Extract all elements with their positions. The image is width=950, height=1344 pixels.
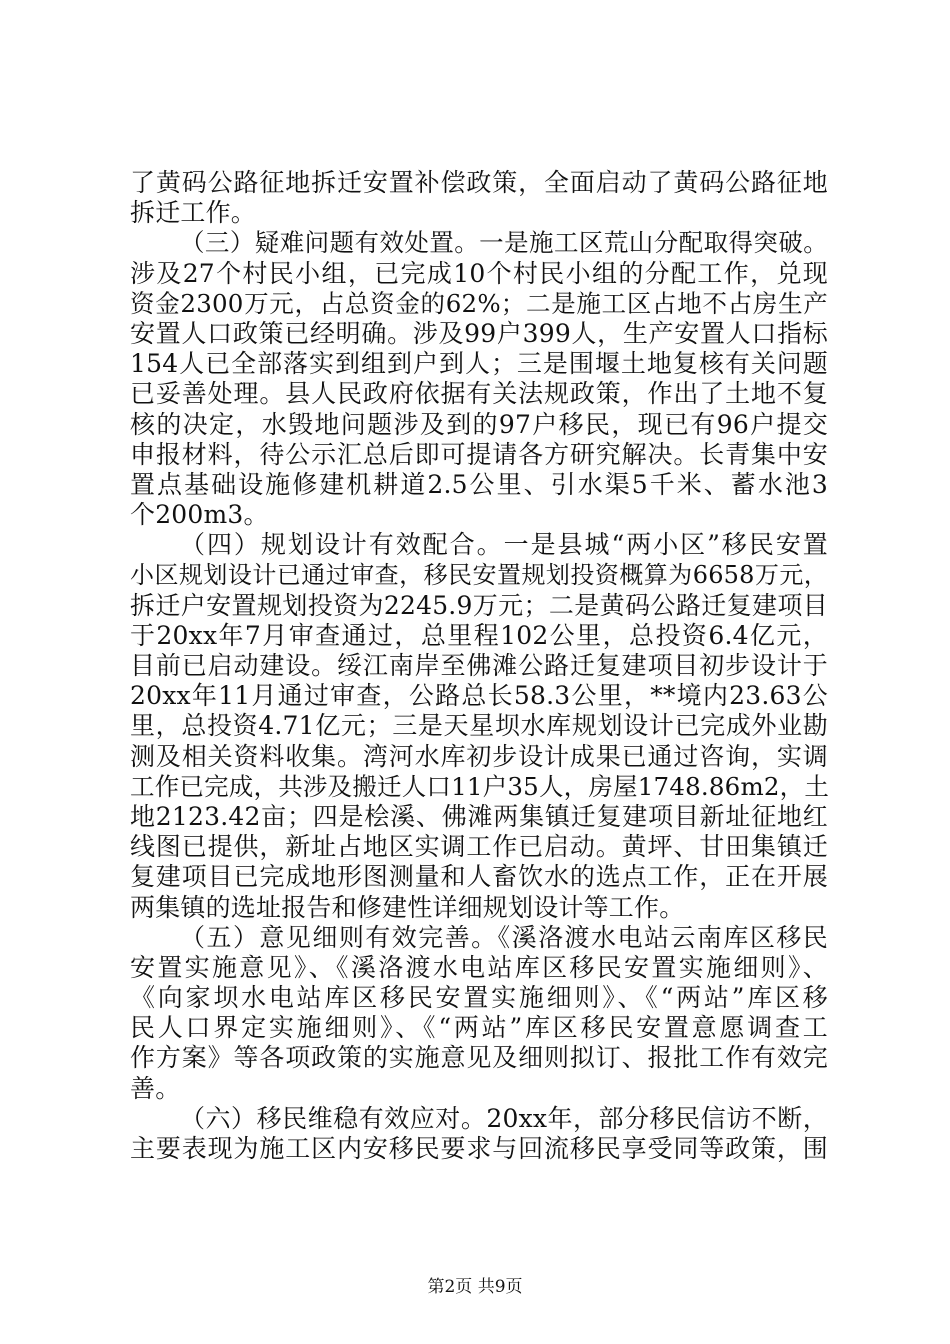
- text-line: 两集镇的选址报告和修建性详细规划设计等工作。: [130, 892, 685, 922]
- text-line: 小区规划设计已通过审查，移民安置规划投资概算为6658万元，: [130, 561, 828, 590]
- text-line: 置点基础设施修建机耕道2.5公里、引水渠5千米、蓄水池3: [130, 469, 828, 499]
- page-footer: 第2页 共9页: [427, 1277, 523, 1297]
- text-line: 民人口界定实施细则》、《“两站”库区移民安置意愿调查工: [130, 1013, 828, 1043]
- text-line: 核的决定，水毁地问题涉及到的97户移民，现已有96户提交: [130, 409, 828, 439]
- section-heading-line: （五）意见细则有效完善。《溪洛渡水电站云南库区移民: [180, 922, 828, 952]
- text-line: 里，总投资4.71亿元；三是天星坝水库规划设计已完成外业勘: [130, 711, 828, 741]
- text-line: 已妥善处理。县人民政府依据有关法规政策，作出了土地不复: [130, 379, 828, 409]
- text-line: 作方案》等各项政策的实施意见及细则拟订、报批工作有效完: [130, 1043, 828, 1073]
- text-line: 拆迁户安置规划投资为2245.9万元；二是黄码公路迁复建项目: [130, 590, 828, 620]
- section-heading-line: （四）规划设计有效配合。一是县城“两小区”移民安置: [180, 530, 828, 560]
- text-line: 于20xx年7月审查通过，总里程102公里，总投资6.4亿元，: [130, 620, 828, 650]
- text-line: 涉及27个村民小组，已完成10个村民小组的分配工作，兑现: [130, 258, 828, 288]
- section-heading-line: （三）疑难问题有效处置。一是施工区荒山分配取得突破。: [180, 228, 828, 258]
- text-line: 拆迁工作。: [130, 198, 257, 228]
- document-body: [130, 168, 828, 1164]
- text-line: 主要表现为施工区内安移民要求与回流移民享受同等政策，围: [130, 1134, 828, 1163]
- text-line: 复建项目已完成地形图测量和人畜饮水的选点工作，正在开展: [130, 862, 828, 892]
- section-heading-line: （六）移民维稳有效应对。20xx年，部分移民信访不断，: [180, 1103, 828, 1133]
- text-line: 工作已完成，共涉及搬迁人口11户35人，房屋1748.86m2，土: [130, 771, 830, 801]
- text-line: 个200m3。: [130, 500, 269, 530]
- text-line: 154人已全部落实到组到户到人；三是围堰土地复核有关问题: [130, 349, 828, 379]
- text-line: 目前已启动建设。绥江南岸至佛滩公路迁复建项目初步设计于: [130, 651, 828, 680]
- text-line: 地2123.42亩；四是桧溪、佛滩两集镇迁复建项目新址征地红: [130, 801, 828, 831]
- text-line: 《向家坝水电站库区移民安置实施细则》、《“两站”库区移: [130, 983, 828, 1013]
- text-line: 资金2300万元，占总资金的62%；二是施工区占地不占房生产: [130, 288, 828, 318]
- text-line: 了黄码公路征地拆迁安置补偿政策，全面启动了黄码公路征地: [130, 168, 828, 197]
- text-line: 安置人口政策已经明确。涉及99户399人，生产安置人口指标: [130, 318, 828, 348]
- text-line: 申报材料，待公示汇总后即可提请各方研究解决。长青集中安: [130, 439, 828, 469]
- text-line: 善。: [130, 1073, 181, 1103]
- text-line: 安置实施意见》、《溪洛渡水电站库区移民安置实施细则》、: [130, 952, 828, 982]
- text-line: 测及相关资料收集。湾河水库初步设计成果已通过咨询，实调: [130, 741, 828, 771]
- text-line: 20xx年11月通过审查，公路总长58.3公里，**境内23.63公: [130, 681, 828, 711]
- text-line: 线图已提供，新址占地区实调工作已启动。黄坪、甘田集镇迁: [130, 832, 828, 862]
